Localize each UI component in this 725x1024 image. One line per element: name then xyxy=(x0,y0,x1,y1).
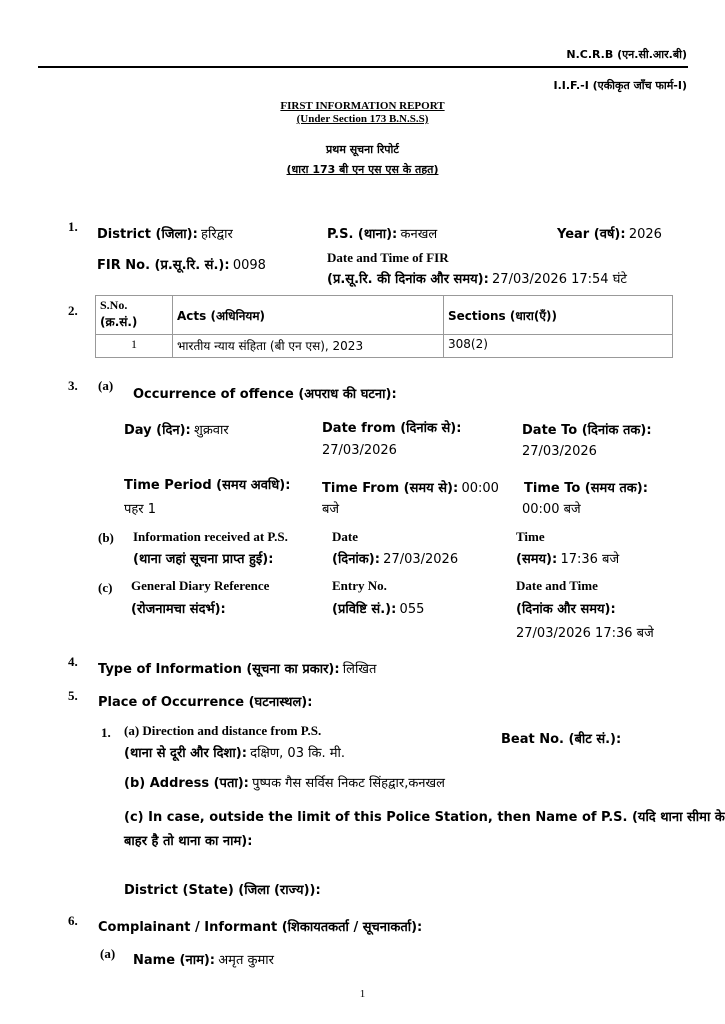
page-number: 1 xyxy=(359,988,366,1000)
day-value: शुक्रवार xyxy=(193,423,229,438)
address-label: (b) Address (पता): xyxy=(124,776,249,791)
time-from-field xyxy=(322,478,499,496)
row-section: 308(2) xyxy=(444,335,673,358)
info-received-label-hi: (थाना जहां सूचना प्राप्त हुई): xyxy=(133,552,274,567)
district-label: District (जिला): xyxy=(97,227,198,242)
place-label: Place of Occurrence (घटनास्थल): xyxy=(98,695,313,710)
date-from-value: 27/03/2026 xyxy=(322,443,397,458)
complainant-name-field xyxy=(133,950,274,968)
info-date-field xyxy=(332,549,458,567)
info-received-label-en: Information received at P.S. xyxy=(133,529,288,544)
ps-label: P.S. (थाना): xyxy=(327,227,398,242)
section-3-number: 3. xyxy=(68,378,78,393)
gd-datetime-label-en: Date and Time xyxy=(516,578,598,593)
gd-datetime-value: 27/03/2026 17:36 बजे xyxy=(516,626,654,641)
row-sno: 1 xyxy=(96,335,173,358)
complainant-label: Complainant / Informant (शिकायतकर्ता / सूचनाकर्ता): xyxy=(98,920,423,935)
acts-table-header xyxy=(96,296,673,335)
section-1-number: 1. xyxy=(68,219,78,234)
time-to-label: Time To (समय तक): xyxy=(524,481,648,496)
address-field xyxy=(124,773,445,791)
district-state-label: District (State) (जिला (राज्य)): xyxy=(124,883,321,898)
day-field xyxy=(124,420,229,438)
title-en: FIRST INFORMATION REPORT xyxy=(280,100,445,112)
subtitle-en: (Under Section 173 B.N.S.S) xyxy=(296,113,429,125)
ps-value: कनखल xyxy=(400,227,438,242)
header-rule xyxy=(38,66,688,68)
section-5-number: 5. xyxy=(68,688,78,703)
year-field xyxy=(557,224,662,242)
gd-label-en: General Diary Reference xyxy=(131,578,270,593)
fir-datetime-label-en: Date and Time of FIR xyxy=(327,250,449,265)
time-from-unit: बजे xyxy=(322,502,340,517)
info-time-value: 17:36 बजे xyxy=(560,552,620,567)
time-from-label: Time From (समय से): xyxy=(322,481,459,496)
direction-value: दक्षिण, 03 कि. मी. xyxy=(250,746,345,761)
entry-value: 055 xyxy=(399,602,425,617)
outside-limit-label: (c) In case, outside the limit of this Police Station, then Name of P.S. (यदि थाना सीमा के xyxy=(124,810,725,825)
acts-table xyxy=(95,295,673,358)
section-2-number: 2. xyxy=(68,303,78,318)
year-label: Year (वर्ष): xyxy=(557,227,626,242)
info-time-label-en: Time xyxy=(516,529,545,544)
district-field xyxy=(97,224,233,242)
time-to-value: 00:00 बजे xyxy=(522,502,581,517)
time-from-value: 00:00 xyxy=(461,481,499,496)
year-value: 2026 xyxy=(628,227,662,242)
entry-field xyxy=(332,599,424,617)
info-date-value: 27/03/2026 xyxy=(383,552,459,567)
fir-datetime-value: 27/03/2026 17:54 घंटे xyxy=(492,272,627,287)
ps-field xyxy=(327,224,437,242)
section-6a-marker: (a) xyxy=(100,946,116,961)
fir-field xyxy=(97,255,266,273)
section-3a-marker: (a) xyxy=(98,378,114,393)
info-type-label: Type of Information (सूचना का प्रकार): xyxy=(98,662,340,677)
time-period-value: पहर 1 xyxy=(124,502,157,517)
info-time-label-hi: (समय): xyxy=(516,552,558,567)
day-label: Day (दिन): xyxy=(124,423,191,438)
row-act: भारतीय न्याय संहिता (बी एन एस), 2023 xyxy=(173,335,444,358)
direction-field xyxy=(124,743,345,761)
ncrb-label: N.C.R.B (एन.सी.आर.बी) xyxy=(566,48,687,61)
subtitle-hi: (धारा 173 बी एन एस एस के तहत) xyxy=(286,163,439,176)
date-to-value: 27/03/2026 xyxy=(522,444,597,459)
fir-value: 0098 xyxy=(232,258,266,273)
address-value: पुष्पक गैस सर्विस निकट सिंहद्वार,कनखल xyxy=(252,776,445,791)
section-4-number: 4. xyxy=(68,654,78,669)
col-sections-header: Sections (धारा(एँ)) xyxy=(444,296,673,335)
entry-label-hi: (प्रविष्टि सं.): xyxy=(332,602,397,617)
table-row xyxy=(96,335,673,358)
date-from-label: Date from (दिनांक से): xyxy=(322,421,462,436)
direction-label-hi: (थाना से दूरी और दिशा): xyxy=(124,746,247,761)
complainant-name-label: Name (नाम): xyxy=(133,953,215,968)
section-3c-marker: (c) xyxy=(98,580,113,595)
time-period-label: Time Period (समय अवधि): xyxy=(124,478,291,493)
beat-label: Beat No. (बीट सं.): xyxy=(501,732,622,747)
info-type-value: लिखित xyxy=(342,662,377,677)
fir-datetime-field xyxy=(327,269,627,287)
section-3b-marker: (b) xyxy=(98,530,114,545)
direction-label-en: (a) Direction and distance from P.S. xyxy=(124,723,322,738)
section-6-number: 6. xyxy=(68,913,78,928)
place-item-number: 1. xyxy=(101,725,111,740)
iif-label: I.I.F.-I (एकीकृत जाँच फार्म-I) xyxy=(553,79,687,92)
info-date-label-hi: (दिनांक): xyxy=(332,552,380,567)
complainant-name-value: अमृत कुमार xyxy=(218,953,274,968)
district-value: हरिद्वार xyxy=(201,227,233,242)
gd-label-hi: (रोजनामचा संदर्भ): xyxy=(131,602,226,617)
occurrence-label: Occurrence of offence (अपराध की घटना): xyxy=(133,387,397,402)
info-type-field xyxy=(98,659,376,677)
col-sno-header: S.No. (क्र.सं.) xyxy=(96,296,173,335)
date-to-label: Date To (दिनांक तक): xyxy=(522,423,652,438)
title-hi: प्रथम सूचना रिपोर्ट xyxy=(326,143,399,156)
info-time-field xyxy=(516,549,619,567)
info-date-label-en: Date xyxy=(332,529,358,544)
fir-datetime-label-hi: (प्र.सू.रि. की दिनांक और समय): xyxy=(327,272,489,287)
entry-label-en: Entry No. xyxy=(332,578,387,593)
gd-datetime-label-hi: (दिनांक और समय): xyxy=(516,602,616,617)
col-acts-header: Acts (अधिनियम) xyxy=(173,296,444,335)
outside-limit-label-cont: बाहर है तो थाना का नाम): xyxy=(124,834,253,849)
fir-label: FIR No. (प्र.सू.रि. सं.): xyxy=(97,258,230,273)
